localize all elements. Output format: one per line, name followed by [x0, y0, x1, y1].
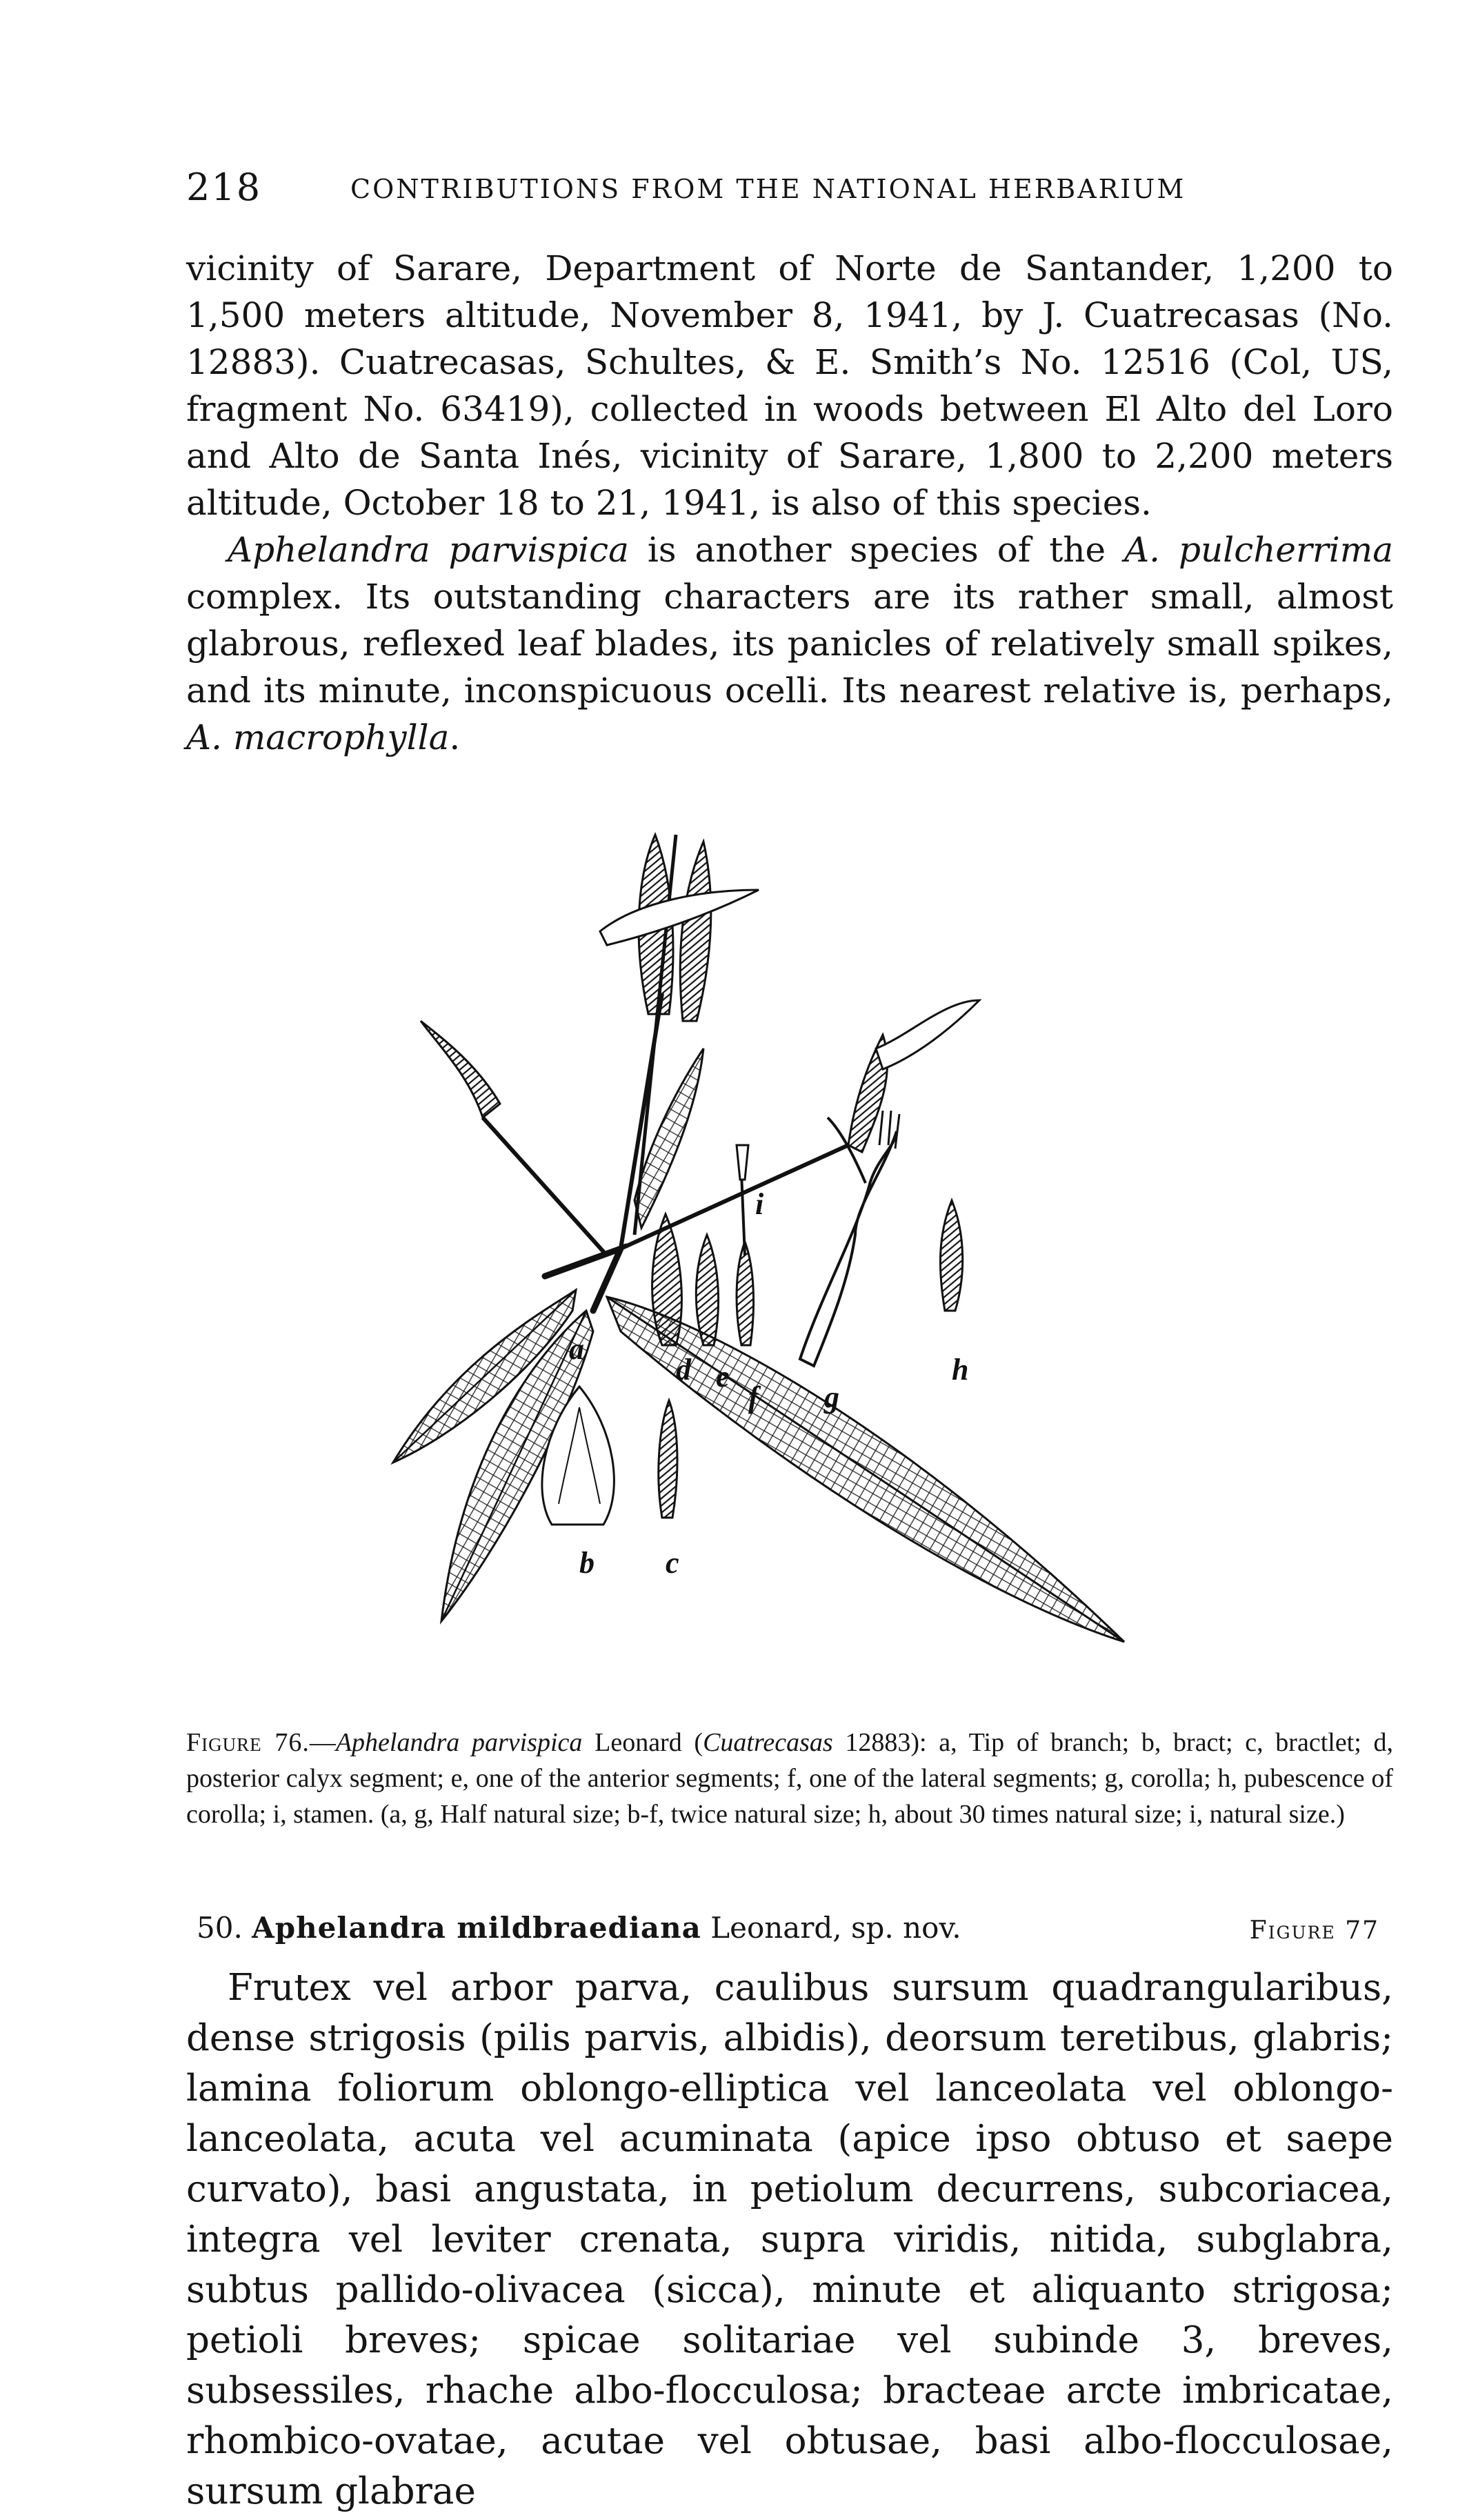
botanical-illustration — [372, 786, 1228, 1711]
caption-collector: Cuatrecasas — [703, 1728, 833, 1757]
label-c: c — [666, 1546, 679, 1580]
running-head: CONTRIBUTIONS FROM THE NATIONAL HERBARIUM — [350, 174, 1186, 204]
caption-author: Leonard ( — [582, 1728, 703, 1757]
calyx-segment-f — [737, 1242, 753, 1345]
corolla-g — [800, 1131, 897, 1366]
paragraph-specimen-citation: vicinity of Sarare, Department of Norte de Santander, 1,200 to 1,500 meters altitude, November 8, 1941, by J. Cuatrecasas (No. 12883). Cuatrecasas, Schultes, & E. Smith’s No. 12516 (Col, US, fragment No. 63419), collected in woods between El Alto del Loro and Alto de Santa Inés, vicinity of Sarare, 1,800 to 2,200 meters altitude, October 18 to 21, 1941, is also of this species. — [186, 248, 1393, 523]
caption-description: 12883): a, Tip of branch; b, bract; c, bractlet; d, posterior calyx segment; e, one of the anterior segments; f, one of the lateral segments; g, corolla; h, pubescence of corolla; i, stamen. (a, g, Half natural size; b-f, twice natural size; h, about 30 times natural size; i, natural size.) — [186, 1728, 1394, 1829]
species-author: Leonard, sp. nov. — [710, 1911, 961, 1945]
illustration-svg — [372, 786, 1228, 1711]
page-number: 218 — [186, 166, 262, 209]
label-d: d — [676, 1353, 691, 1387]
species-heading — [197, 1911, 1397, 1945]
page-header — [186, 166, 1386, 214]
label-i: i — [755, 1187, 764, 1221]
discussion-end: . — [449, 717, 461, 757]
species-name: Aphelandra mildbraediana — [252, 1911, 701, 1945]
pubescence-h — [940, 1200, 962, 1311]
species-name-italic: Aphelandra parvispica — [228, 530, 629, 570]
label-b: b — [579, 1546, 595, 1580]
body-text — [186, 245, 1393, 761]
latin-description — [186, 1963, 1393, 2517]
label-g: g — [824, 1380, 839, 1414]
discussion-text-b: complex. Its outstanding characters are its rather small, almost glabrous, reflexed leaf blades, its panicles of relatively small spikes, and its minute, inconspicuous ocelli. Its nearest relative is, perhaps, — [186, 577, 1393, 711]
flower-right — [876, 1000, 979, 1069]
relative-name-italic: A. macrophylla — [186, 717, 450, 757]
label-h: h — [952, 1353, 969, 1387]
species-number: 50. — [197, 1911, 243, 1945]
bractlet-c — [659, 1400, 677, 1518]
label-e: e — [716, 1360, 730, 1393]
label-a: a — [569, 1332, 584, 1366]
caption-dash: — — [309, 1728, 336, 1757]
spike-center-right — [680, 842, 711, 1021]
caption-figure-label: Figure 76. — [186, 1728, 310, 1757]
figure-reference: Figure 77 — [1249, 1916, 1379, 1945]
spike-left — [421, 1021, 500, 1118]
flower-top — [600, 890, 759, 945]
complex-name-italic: A. pulcherrima — [1124, 530, 1394, 570]
caption-species: Aphelandra parvispica — [335, 1728, 583, 1757]
figure-caption — [186, 1725, 1393, 1832]
calyx-segment-e — [696, 1235, 718, 1345]
discussion-text-a: is another species of the — [628, 530, 1125, 570]
latin-paragraph: Frutex vel arbor parva, caulibus sursum quadrangularibus, dense strigosis (pilis parvis, albidis), deorsum teretibus, glabris; lamina foliorum oblongo-elliptica vel lanceolata vel oblongo-lanceolata, acuta vel acuminata (apice ipso obtuso et saepe curvato), basi angustata, in petiolum decurrens, subcoriacea, integra vel leviter crenata, supra viridis, nitida, subglabra, subtus pallido-olivacea (sicca), minute et aliquanto strigosa; petioli breves; spicae solitariae vel subinde 3, breves, subsessiles, rhache albo-flocculosa; bracteae arcte imbricatae, rhombico-ovatae, acutae vel obtusae, basi albo-flocculosae, sursum glabrae — [186, 1967, 1393, 2512]
stamen-i — [741, 1173, 745, 1256]
paragraph-species-discussion — [186, 526, 1393, 761]
label-f: f — [748, 1380, 759, 1414]
